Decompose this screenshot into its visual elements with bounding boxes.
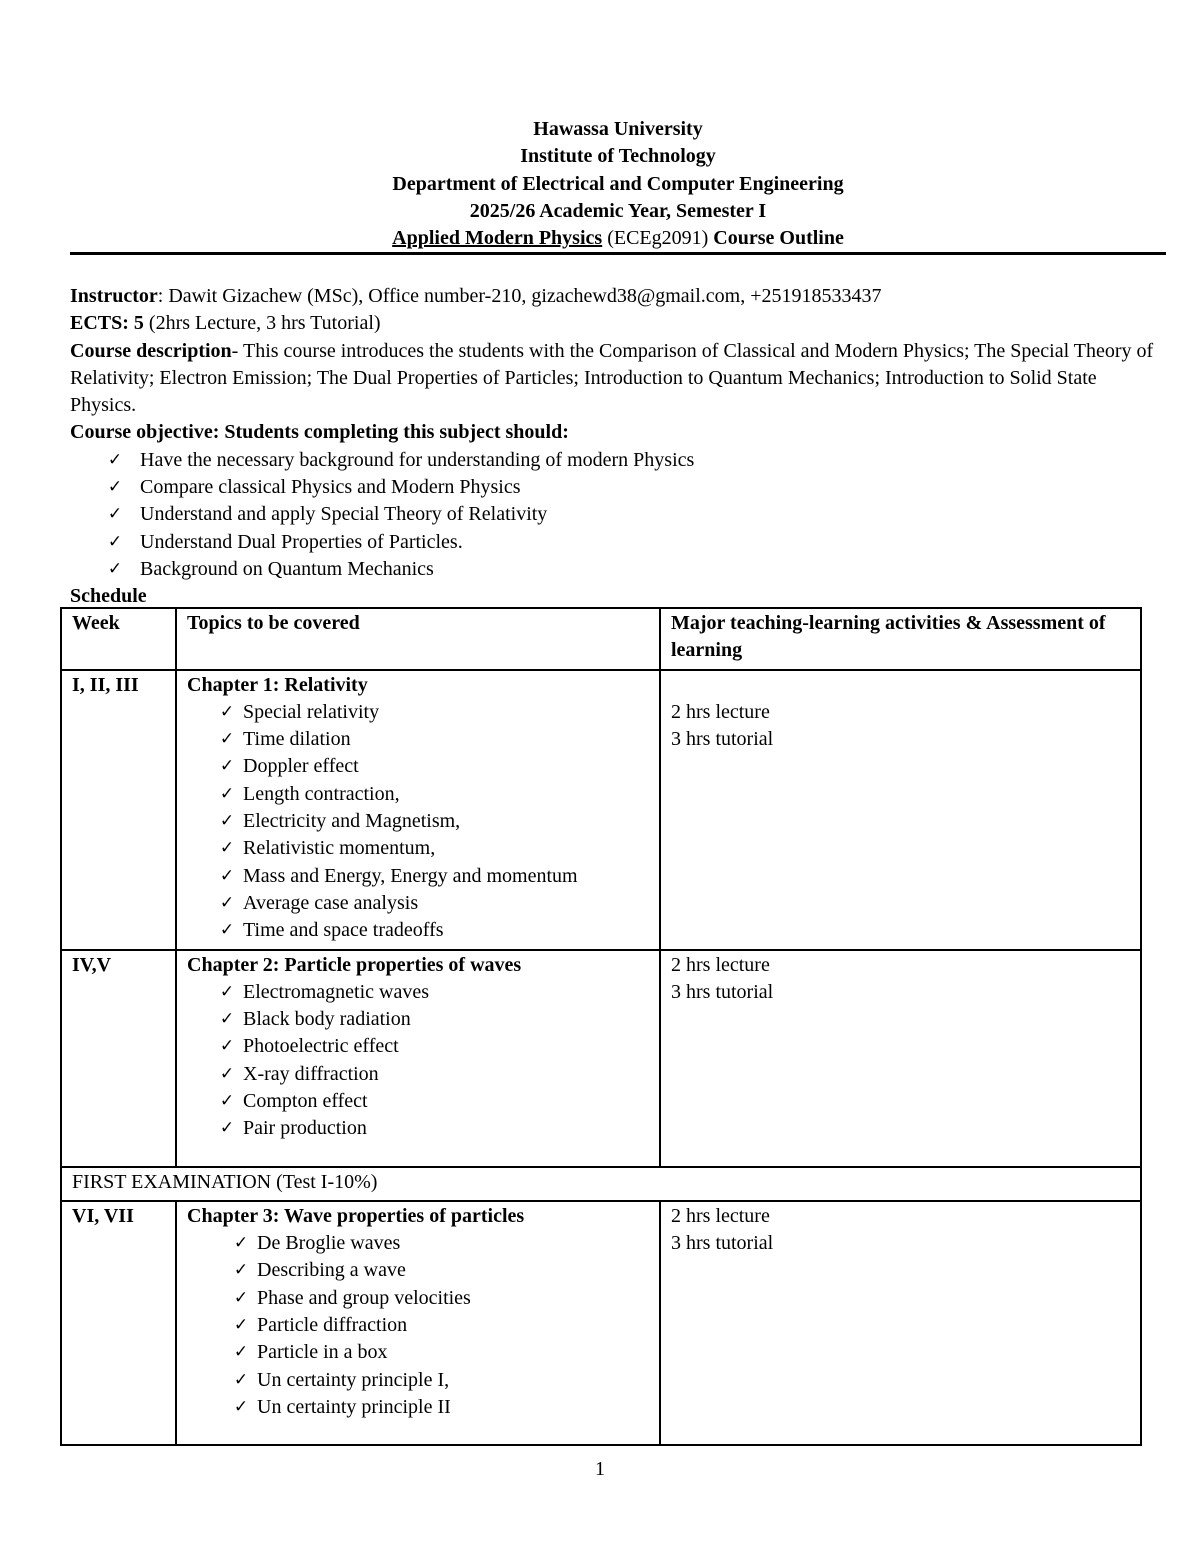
tutorial-hours: 3 hrs tutorial (671, 728, 774, 751)
tutorial-hours: 3 hrs tutorial (671, 980, 774, 1003)
objective-text: Background on Quantum Mechanics (140, 557, 434, 580)
activities-cell (660, 1201, 1141, 1445)
chapter-title: Chapter 2: Particle properties of waves (187, 953, 522, 976)
topic-list (187, 699, 649, 945)
topic-item (217, 863, 649, 890)
instructor-line (70, 283, 1166, 310)
topic-item (231, 1230, 649, 1257)
instructor-label: Instructor (70, 285, 158, 307)
objective-item (104, 474, 1166, 501)
objective-item (104, 556, 1166, 583)
objective-list (70, 447, 1166, 583)
checkmark-icon: ✓ (219, 981, 235, 1002)
topic-text: X-ray diffraction (243, 1062, 379, 1085)
topic-text: Un certainty principle II (257, 1395, 451, 1418)
checkmark-icon: ✓ (107, 504, 123, 525)
topic-text: Describing a wave (257, 1259, 406, 1282)
topic-text: Phase and group velocities (257, 1286, 471, 1309)
checkmark-icon: ✓ (219, 756, 235, 777)
instructor-text: : Dawit Gizachew (MSc), Office number-210, gizachewd38@gmail.com, +251918533437 (157, 285, 882, 307)
checkmark-icon: ✓ (219, 729, 235, 750)
description-text: - This course introduces the students with the Comparison of Classical and Modern Physics; The Special Theory of Relativity; Electron Emission; The Dual Properties of Particles; Introduction to Quantum Mechanics; Introduction to Solid State Physics. (70, 339, 1154, 417)
topic-text: Particle in a box (257, 1341, 388, 1364)
page-number: 1 (595, 1458, 605, 1480)
checkmark-icon: ✓ (219, 1036, 235, 1057)
chapter-title: Chapter 1: Relativity (187, 673, 368, 696)
checkmark-icon: ✓ (219, 701, 235, 722)
topic-item (231, 1394, 649, 1421)
topic-item (217, 699, 649, 726)
checkmark-icon: ✓ (233, 1287, 249, 1308)
description-label: Course description (70, 339, 232, 362)
topic-text: Pair production (243, 1117, 367, 1140)
checkmark-icon: ✓ (219, 783, 235, 804)
topic-list (187, 1230, 649, 1421)
lecture-hours: 2 hrs lecture (671, 700, 770, 723)
topic-list (187, 979, 649, 1143)
topic-item (217, 917, 649, 944)
topics-cell (176, 670, 660, 950)
course-name: Applied Modern Physics (392, 227, 603, 250)
checkmark-icon: ✓ (107, 558, 123, 579)
checkmark-icon: ✓ (219, 1063, 235, 1084)
week-cell (61, 670, 176, 950)
topic-item (217, 979, 649, 1006)
topic-text: Black body radiation (243, 1008, 411, 1031)
table-row (61, 670, 1141, 950)
topic-item (217, 1115, 649, 1142)
checkmark-icon: ✓ (233, 1369, 249, 1390)
topic-item (231, 1285, 649, 1312)
topic-item (217, 781, 649, 808)
exam-row (61, 1167, 1141, 1201)
lecture-hours: 2 hrs lecture (671, 953, 770, 976)
checkmark-icon: ✓ (233, 1260, 249, 1281)
topic-item (217, 890, 649, 917)
checkmark-icon: ✓ (219, 920, 235, 941)
description-paragraph (70, 338, 1166, 420)
lecture-hours: 2 hrs lecture (671, 1204, 770, 1227)
week-label: VI, VII (72, 1204, 134, 1227)
checkmark-icon: ✓ (233, 1342, 249, 1363)
topic-text: Electromagnetic waves (243, 980, 430, 1003)
checkmark-icon: ✓ (107, 531, 123, 552)
institute-name: Institute of Technology (520, 145, 716, 168)
topic-text: Doppler effect (243, 755, 359, 778)
objective-heading: Course objective: Students completing this subject should: (70, 421, 569, 444)
topic-text: Time dilation (243, 728, 351, 751)
objective-item (104, 529, 1166, 556)
checkmark-icon: ✓ (219, 892, 235, 913)
checkmark-icon: ✓ (219, 1091, 235, 1112)
topic-item (231, 1312, 649, 1339)
week-cell (61, 950, 176, 1167)
topic-text: Mass and Energy, Energy and momentum (243, 864, 578, 887)
header-topics: Topics to be covered (176, 608, 660, 670)
document-header (70, 116, 1166, 252)
chapter-title: Chapter 3: Wave properties of particles (187, 1204, 525, 1227)
objective-text: Understand Dual Properties of Particles. (140, 530, 463, 553)
topic-item (217, 1033, 649, 1060)
checkmark-icon: ✓ (219, 1118, 235, 1139)
topic-text: Photoelectric effect (243, 1035, 399, 1058)
topic-item (231, 1367, 649, 1394)
checkmark-icon: ✓ (219, 838, 235, 859)
checkmark-icon: ✓ (219, 865, 235, 886)
topic-item (217, 726, 649, 753)
objective-item (104, 501, 1166, 528)
checkmark-icon: ✓ (233, 1396, 249, 1417)
tutorial-hours: 3 hrs tutorial (671, 1232, 774, 1255)
topic-item (217, 753, 649, 780)
course-code: (ECEg2091) (602, 227, 709, 250)
schedule-heading: Schedule (70, 585, 147, 608)
outline-label: Course Outline (713, 227, 844, 250)
topics-cell (176, 1201, 660, 1445)
table-header-row (61, 608, 1141, 670)
topic-item (217, 835, 649, 862)
topic-item (217, 1088, 649, 1115)
objective-text: Compare classical Physics and Modern Physics (140, 476, 521, 499)
topic-item (231, 1257, 649, 1284)
checkmark-icon: ✓ (107, 449, 123, 470)
ects-line (70, 310, 1166, 337)
ects-label: ECTS: 5 (70, 312, 144, 335)
spacer (671, 672, 1130, 699)
course-info (70, 283, 1166, 611)
activities-cell (660, 950, 1141, 1167)
course-title-line (70, 225, 1166, 252)
week-label: I, II, III (72, 673, 139, 696)
ects-text: (2hrs Lecture, 3 hrs Tutorial) (143, 312, 381, 335)
table-row (61, 950, 1141, 1167)
university-name: Hawassa University (533, 118, 703, 140)
objective-item (104, 447, 1166, 474)
topic-item (217, 808, 649, 835)
table-row (61, 1201, 1141, 1445)
topic-item (217, 1061, 649, 1088)
header-week: Week (61, 608, 176, 670)
checkmark-icon: ✓ (219, 1009, 235, 1030)
activities-cell (660, 670, 1141, 950)
topic-text: Compton effect (243, 1090, 368, 1113)
topic-text: Electricity and Magnetism, (243, 810, 461, 833)
header-activities: Major teaching-learning activities & Assessment of learning (660, 608, 1141, 670)
checkmark-icon: ✓ (233, 1233, 249, 1254)
topics-cell (176, 950, 660, 1167)
topic-text: Average case analysis (243, 891, 419, 914)
schedule-table (60, 607, 1142, 1446)
objective-text: Understand and apply Special Theory of Relativity (140, 503, 548, 526)
topic-item (231, 1339, 649, 1366)
topic-item (217, 1006, 649, 1033)
checkmark-icon: ✓ (107, 477, 123, 498)
topic-text: Length contraction, (243, 782, 400, 805)
checkmark-icon: ✓ (219, 811, 235, 832)
header-divider (70, 252, 1166, 255)
objective-text: Have the necessary background for understanding of modern Physics (140, 448, 695, 471)
department-name: Department of Electrical and Computer Engineering (392, 172, 844, 195)
exam-label: FIRST EXAMINATION (Test I-10%) (61, 1167, 1141, 1201)
topic-text: De Broglie waves (257, 1232, 401, 1255)
academic-year: 2025/26 Academic Year, Semester I (469, 199, 767, 222)
topic-text: Relativistic momentum, (243, 837, 436, 860)
week-cell (61, 1201, 176, 1445)
topic-text: Particle diffraction (257, 1314, 408, 1337)
topic-text: Special relativity (243, 700, 380, 723)
topic-text: Time and space tradeoffs (243, 919, 444, 942)
checkmark-icon: ✓ (233, 1315, 249, 1336)
week-label: IV,V (72, 953, 112, 976)
topic-text: Un certainty principle I, (257, 1368, 450, 1391)
